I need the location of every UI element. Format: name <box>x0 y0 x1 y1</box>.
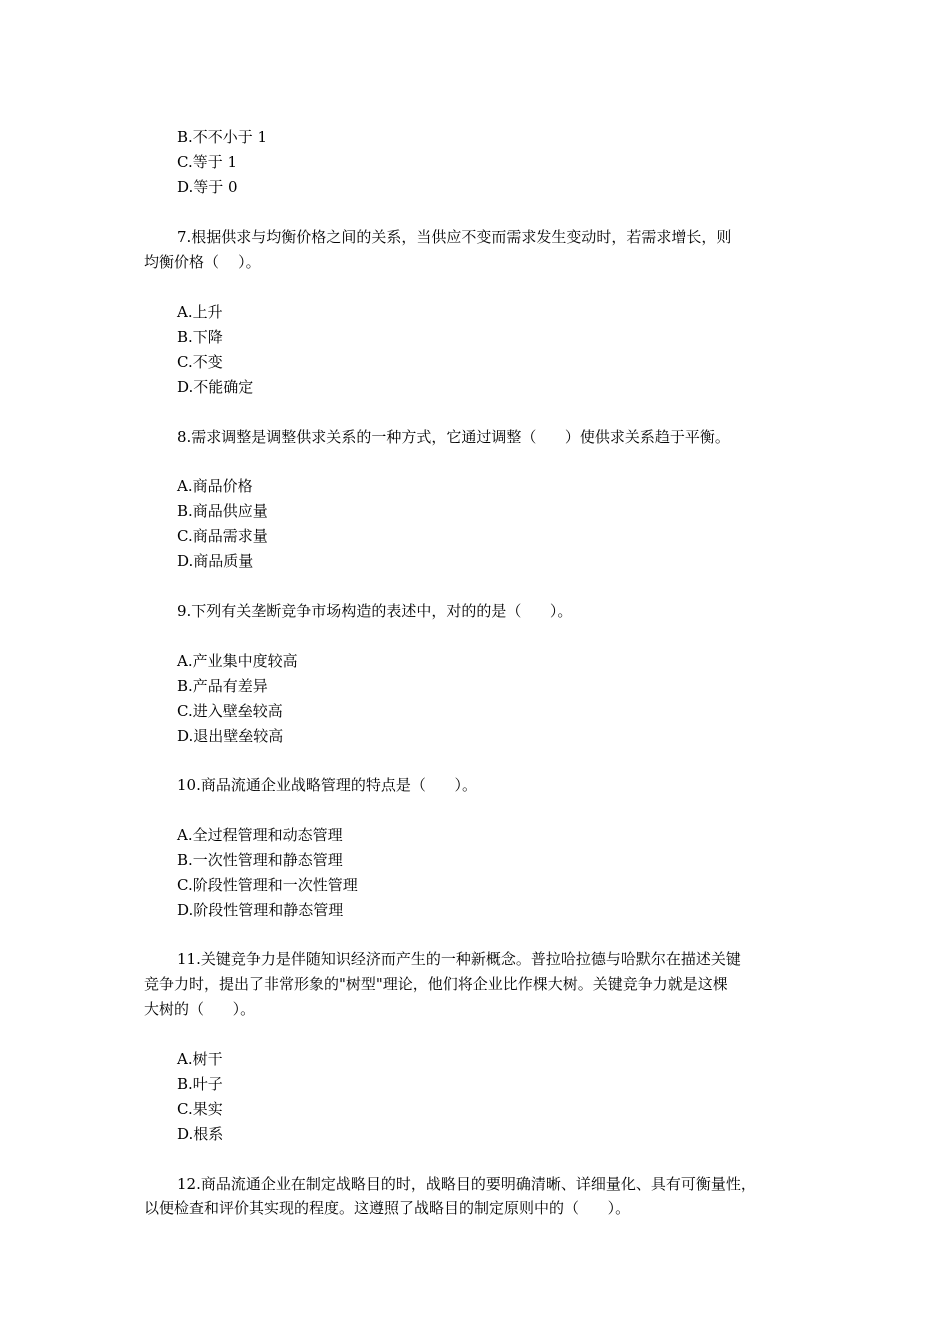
option-q10-c: C.阶段性管理和一次性管理 <box>177 876 358 894</box>
option-q11-c: C.果实 <box>177 1100 223 1118</box>
option-q6-d: D.等于 0 <box>177 178 238 196</box>
question-8-stem-line1: 8.需求调整是调整供求关系的一种方式，它通过调整（ ）使供求关系趋于平衡。 <box>177 428 730 446</box>
question-12-stem-line1: 12.商品流通企业在制定战略目的时，战略目的要明确清晰、详细量化、具有可衡量性， <box>177 1175 756 1193</box>
option-q7-d: D.不能确定 <box>177 378 254 396</box>
option-q10-d: D.阶段性管理和静态管理 <box>177 901 344 919</box>
option-q8-c: C.商品需求量 <box>177 527 268 545</box>
option-q11-b: B.叶子 <box>177 1075 223 1093</box>
option-q10-a: A.全过程管理和动态管理 <box>177 826 343 844</box>
option-q10-b: B.一次性管理和静态管理 <box>177 851 343 869</box>
question-10-stem-line1: 10.商品流通企业战略管理的特点是（ ）。 <box>177 776 477 794</box>
option-q11-d: D.根系 <box>177 1125 224 1143</box>
question-7-stem-line1: 7.根据供求与均衡价格之间的关系，当供应不变而需求发生变动时，若需求增长，则 <box>177 228 732 246</box>
option-q9-c: C.进入壁垒较高 <box>177 702 283 720</box>
option-q11-a: A.树干 <box>177 1050 223 1068</box>
option-q7-c: C.不变 <box>177 353 223 371</box>
option-q9-d: D.退出壁垒较高 <box>177 727 284 745</box>
question-7-stem-line2: 均衡价格（ ）。 <box>144 253 261 271</box>
option-q8-b: B.商品供应量 <box>177 502 268 520</box>
option-q8-d: D.商品质量 <box>177 552 254 570</box>
question-11-stem-line1: 11.关键竞争力是伴随知识经济而产生的一种新概念。普拉哈拉德与哈默尔在描述关键 <box>177 950 741 968</box>
question-12-stem-line2: 以便检查和评价其实现的程度。这遵照了战略目的制定原则中的（ ）。 <box>144 1199 631 1217</box>
option-q6-b: B.不不小于 1 <box>177 128 268 146</box>
option-q6-c: C.等于 1 <box>177 153 238 171</box>
question-11-stem-line2: 竞争力时，提出了非常形象的"树型"理论，他们将企业比作棵大树。关键竞争力就是这棵 <box>144 975 728 993</box>
question-9-stem-line1: 9.下列有关垄断竞争市场构造的表述中，对的的是（ ）。 <box>177 602 573 620</box>
option-q9-a: A.产业集中度较高 <box>177 652 298 670</box>
option-q7-b: B.下降 <box>177 328 223 346</box>
option-q8-a: A.商品价格 <box>177 477 253 495</box>
option-q7-a: A.上升 <box>177 303 223 321</box>
option-q9-b: B.产品有差异 <box>177 677 268 695</box>
question-11-stem-line3: 大树的（ ）。 <box>144 1000 256 1018</box>
